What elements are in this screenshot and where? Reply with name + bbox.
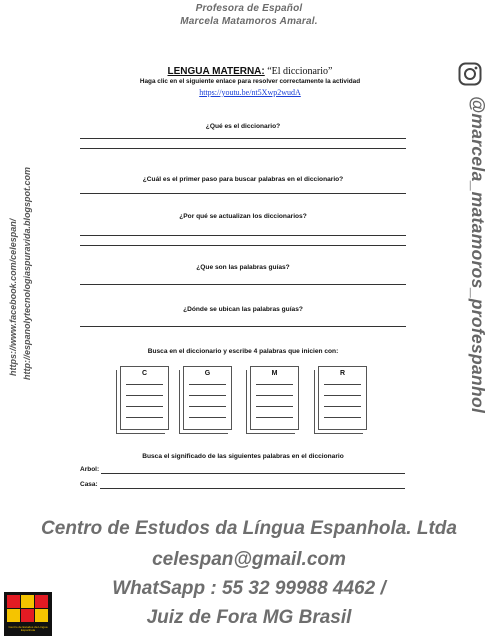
card-line xyxy=(324,384,361,385)
cards-prompt: Busca en el diccionario y escribe 4 palabras que inicien con: xyxy=(147,348,339,355)
instagram-handle[interactable]: @marcela_matamoros_profespanhol xyxy=(468,96,488,414)
answer-line xyxy=(80,235,406,236)
card-line xyxy=(256,384,293,385)
card-line xyxy=(324,417,361,418)
answer-line xyxy=(100,488,405,489)
word-card-r xyxy=(318,366,367,430)
worksheet-title xyxy=(100,66,400,77)
card-line xyxy=(126,406,163,407)
question-4: ¿Que son las palabras guías? xyxy=(196,264,290,271)
answer-line xyxy=(80,326,406,327)
card-line xyxy=(126,417,163,418)
answer-line xyxy=(80,193,406,194)
card-line xyxy=(256,417,293,418)
card-line xyxy=(256,406,293,407)
card-line xyxy=(324,406,361,407)
facebook-link[interactable]: https://www.facebook.com/celespan/ xyxy=(8,218,18,376)
answer-line xyxy=(101,473,405,474)
meaning-prompt: Busca el significado de las siguientes palabras en el diccionario xyxy=(142,453,344,460)
header-teacher-name: Marcela Matamoros Amaral. xyxy=(180,16,318,27)
answer-line xyxy=(80,138,406,139)
worksheet-instruction: Haga clic en el siguiente enlace para resolver correctamente la actividad xyxy=(139,78,361,85)
card-line xyxy=(126,395,163,396)
footer-email: celespan@gmail.com xyxy=(152,549,346,570)
instagram-icon[interactable] xyxy=(458,62,482,86)
answer-line xyxy=(80,148,406,149)
answer-line xyxy=(80,284,406,285)
field-label-arbol: Arbol: xyxy=(80,466,100,473)
word-card-g xyxy=(183,366,232,430)
card-line xyxy=(189,384,226,385)
word-card-c xyxy=(120,366,169,430)
card-letter: M xyxy=(271,370,278,377)
card-line xyxy=(189,406,226,407)
word-card-m xyxy=(250,366,299,430)
company-logo xyxy=(4,592,52,636)
question-3: ¿Por qué se actualizan los diccionarios? xyxy=(179,213,307,220)
worksheet-title-bold: LENGUA MATERNA: xyxy=(167,66,265,77)
card-line xyxy=(126,384,163,385)
card-line xyxy=(189,395,226,396)
footer-company: Centro de Estudos da Língua Espanhola. Ltda xyxy=(41,518,457,539)
card-line xyxy=(189,417,226,418)
card-letter: G xyxy=(204,370,211,377)
question-1: ¿Qué es el diccionario? xyxy=(205,123,281,130)
question-2: ¿Cuál es el primer paso para buscar palabras en el diccionario? xyxy=(142,176,344,183)
video-link[interactable]: https://youtu.be/nt5Xwp2wudA xyxy=(199,88,301,97)
footer-whatsapp: WhatSapp : 55 32 99988 4462 / xyxy=(112,578,386,599)
answer-line xyxy=(80,245,406,246)
card-line xyxy=(256,395,293,396)
card-letter: R xyxy=(339,370,346,377)
card-letter: C xyxy=(141,370,148,377)
field-label-casa: Casa: xyxy=(80,481,98,488)
footer-location: Juiz de Fora MG Brasil xyxy=(146,607,352,628)
logo-text: Centro de Estudos da Língua Espanhola xyxy=(8,625,48,633)
worksheet-title-rest: “El diccionario” xyxy=(264,66,333,77)
question-5: ¿Dónde se ubican las palabras guías? xyxy=(183,306,303,313)
card-line xyxy=(324,395,361,396)
header-teacher-title: Profesora de Español xyxy=(195,3,303,14)
blog-link[interactable]: http://espanolytecnologiaspuravida.blogspot.com xyxy=(22,166,32,380)
